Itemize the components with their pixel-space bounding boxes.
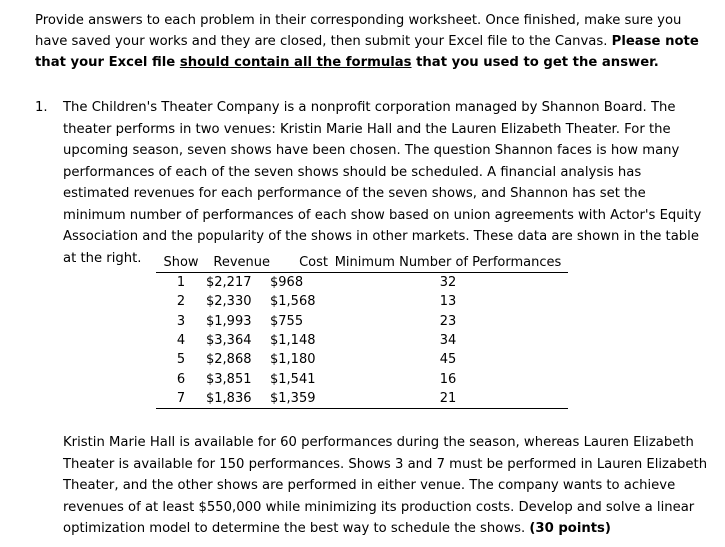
- table-row: [156, 369, 568, 388]
- cell-min-performances: 23: [439, 313, 457, 329]
- cell-show: 7: [156, 389, 206, 409]
- question-constraints-paragraph: [63, 432, 708, 540]
- cell-min-performances: 16: [439, 371, 457, 387]
- question-points: (30 points): [529, 521, 611, 537]
- cell-min-performances: 34: [439, 333, 457, 349]
- cell-min-performances: 13: [439, 294, 457, 310]
- header-revenue: Revenue: [206, 253, 270, 273]
- cell-revenue: $1,993: [206, 313, 252, 329]
- cell-min-performances: 45: [439, 352, 457, 368]
- instructions-note-bold-end: that you used to get the answer.: [411, 55, 659, 70]
- header-show: Show: [156, 253, 206, 273]
- table-row: [156, 292, 568, 311]
- table-row: [156, 331, 568, 350]
- cell-min-performances: 21: [328, 389, 568, 409]
- cell-show: 6: [176, 371, 186, 387]
- table-row: [156, 312, 568, 331]
- cell-show: 1: [176, 275, 186, 291]
- cell-revenue: $2,330: [206, 294, 252, 310]
- show-data-table: [156, 253, 568, 409]
- table-row: [156, 389, 568, 409]
- cell-revenue: $3,364: [206, 333, 252, 349]
- cell-revenue: $1,836: [206, 389, 270, 409]
- table-row: [156, 273, 568, 293]
- cell-cost: $1,568: [270, 294, 316, 310]
- table-row: [156, 350, 568, 369]
- instructions-note-bold: Please note that your Excel file: [35, 34, 699, 70]
- cell-revenue: $2,217: [206, 275, 252, 291]
- cell-cost: $1,359: [270, 389, 328, 409]
- cell-cost: $1,541: [270, 371, 316, 387]
- cell-revenue: $3,851: [206, 371, 252, 387]
- cell-cost: $755: [270, 313, 304, 329]
- question-number: 1.: [35, 100, 48, 115]
- question-body: The Children's Theater Company is a nonprofit corporation managed by Shannon Board. The theater performs in two venues: Kristin Marie Hall and the Lauren Elizabeth Theater. For the upcoming season, seven shows have been chosen. The question Shannon faces is how many performances of each of the seven shows should be scheduled. A financial analysis has estimated revenues for each performance of the seven shows, and Shannon has set the minimum number of performances of each show based on union agreements with Actor's Equity Association and the popularity of the shows in other markets. These data are shown in the table at the right.: [63, 100, 702, 266]
- cell-show: 5: [176, 352, 186, 368]
- cell-cost: $1,180: [270, 352, 316, 368]
- instructions-note-underlined: should contain all the formulas: [179, 55, 412, 70]
- cell-revenue: $2,868: [206, 352, 252, 368]
- question-constraints-text: Kristin Marie Hall is available for 60 performances during the season, whereas Lauren Elizabeth Theater is available for 150 performances. Shows 3 and 7 must be performed in Lauren Elizabeth Theater, and the other shows are performed in either venue. The company wants to achieve revenues of at least $550,000 while minimizing its production costs. Develop and solve a linear optimization model to determine the best way to schedule the shows.: [63, 435, 708, 537]
- cell-show: 4: [176, 333, 186, 349]
- cell-cost: $1,148: [270, 333, 316, 349]
- cell-cost: $968: [270, 275, 304, 291]
- cell-min-performances: 32: [439, 275, 457, 291]
- cell-show: 2: [176, 294, 186, 310]
- instructions-paragraph: [35, 10, 707, 73]
- instructions-text: Provide answers to each problem in their corresponding worksheet. Once finished, make sure you have saved your works and they are closed, then submit your Excel file to the Canvas.: [35, 13, 682, 49]
- header-min-performances: Minimum Number of Performances: [328, 253, 568, 273]
- table-header-row: [156, 253, 568, 273]
- cell-show: 3: [176, 313, 186, 329]
- header-cost: Cost: [270, 253, 328, 273]
